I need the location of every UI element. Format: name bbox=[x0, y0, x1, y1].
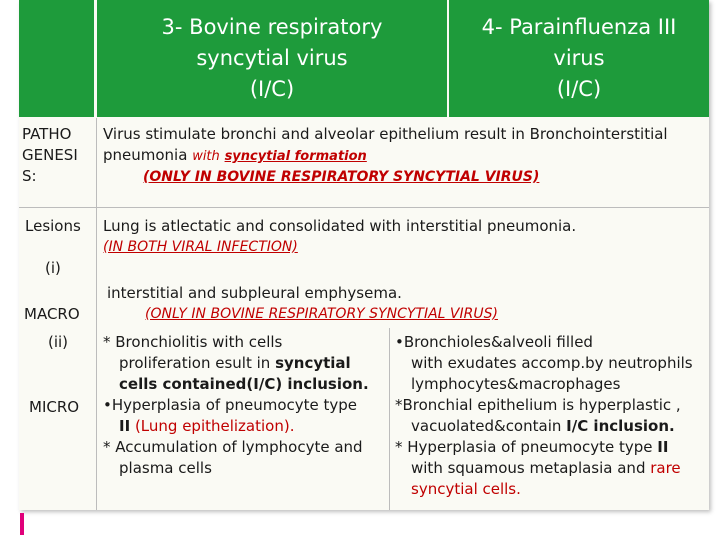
pathogenesis-line-1: Virus stimulate bronchi and alveolar epithelium result in Bronchointerstitial bbox=[103, 125, 668, 143]
micro-left-line-7: plasma cells bbox=[119, 459, 212, 477]
pathogenesis-label: PATHO GENESI S: bbox=[22, 125, 78, 185]
micro-right-line-8: syncytial cells. bbox=[411, 480, 521, 498]
macro-line-2: interstitial and subpleural emphysema. bbox=[107, 284, 402, 302]
column-divider-micro bbox=[389, 328, 390, 510]
macro-text-1 bbox=[103, 216, 707, 258]
micro-right-type-ii: II bbox=[657, 438, 669, 456]
pathogenesis-with: with bbox=[192, 149, 220, 164]
micro-left-lung-epith: (Lung epithelization). bbox=[130, 417, 295, 435]
lesions-label: Lesions bbox=[25, 217, 81, 235]
micro-right-line-5-prefix: vacuolated&contain bbox=[411, 417, 567, 435]
micro-left-line-4: •Hyperplasia of pneumocyte type bbox=[103, 396, 358, 414]
micro-left-line-1: * Bronchiolitis with cells bbox=[103, 333, 283, 351]
micro-right-line-7-prefix: with squamous metaplasia and bbox=[411, 459, 651, 477]
micro-label: MICRO bbox=[29, 398, 80, 416]
macro-label: MACRO bbox=[24, 305, 80, 323]
pathogenesis-syncytial: syncytial formation bbox=[224, 149, 367, 164]
macro-note-1: (IN BOTH VIRAL INFECTION) bbox=[103, 239, 298, 255]
micro-right-line-7 bbox=[395, 458, 707, 479]
macro-text-2 bbox=[107, 283, 707, 325]
micro-right-rare: rare bbox=[650, 459, 681, 477]
table-sheet bbox=[19, 0, 709, 510]
pathogenesis-note: (ONLY IN BOVINE RESPIRATORY SYNCYTIAL VIRUS) bbox=[143, 169, 540, 185]
pathogenesis-line-2 bbox=[103, 145, 707, 167]
micro-left-line-6: * Accumulation of lymphocyte and bbox=[103, 438, 363, 456]
micro-right-line-2: with exudates accomp.by neutrophils bbox=[411, 354, 693, 372]
column-divider bbox=[96, 118, 97, 510]
header-bovine-rsv: 3- Bovine respiratory syncytial virus (I/C) bbox=[97, 0, 447, 117]
micro-right-ic-inclusion: I/C inclusion. bbox=[566, 417, 675, 435]
micro-right-line-3: lymphocytes&macrophages bbox=[411, 375, 621, 393]
micro-parainfluenza-text bbox=[395, 332, 707, 500]
micro-sub-ii: (ii) bbox=[48, 333, 69, 351]
micro-right-line-6-prefix: * Hyperplasia of pneumocyte type bbox=[395, 438, 658, 456]
header-blank-cell bbox=[19, 0, 94, 117]
header-parainfluenza: 4- Parainfluenza III virus (I/C) bbox=[449, 0, 709, 117]
pathogenesis-text bbox=[103, 124, 707, 188]
lesions-sub-i: (i) bbox=[45, 259, 61, 277]
micro-right-line-1: •Bronchioles&alveoli filled bbox=[395, 333, 593, 351]
macro-note-2: (ONLY IN BOVINE RESPIRATORY SYNCYTIAL VIRUS) bbox=[145, 306, 498, 322]
micro-left-line-2 bbox=[103, 353, 388, 374]
micro-right-line-6 bbox=[395, 437, 707, 458]
micro-left-type-ii: II bbox=[119, 417, 131, 435]
macro-line-1: Lung is atlectatic and consolidated with interstitial pneumonia. bbox=[103, 217, 577, 235]
row-divider bbox=[19, 207, 709, 208]
micro-right-line-5 bbox=[395, 416, 707, 437]
micro-bovine-text bbox=[103, 332, 388, 479]
accent-bar bbox=[20, 513, 24, 535]
micro-left-syncytial: syncytial bbox=[275, 354, 351, 372]
pathogenesis-line-2-prefix: pneumonia bbox=[103, 146, 193, 164]
micro-left-line-3: cells contained(I/C) inclusion. bbox=[119, 375, 369, 393]
micro-left-line-2-prefix: proliferation esult in bbox=[119, 354, 276, 372]
micro-right-line-4: *Bronchial epithelium is hyperplastic , bbox=[395, 396, 681, 414]
micro-left-line-5 bbox=[103, 416, 388, 437]
